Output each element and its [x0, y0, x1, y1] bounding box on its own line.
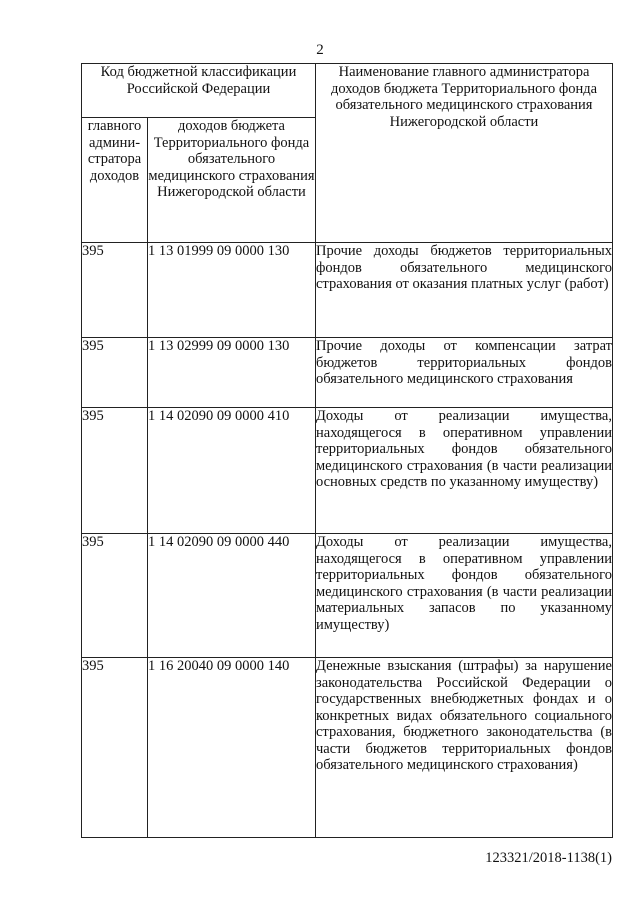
header-administrator-name: Наименование главного администратора доходов бюджета Территориального фонда обязательного медицинского страхования Нижегородской области — [316, 64, 613, 243]
header-revenue-code: доходов бюджета Территориального фонда обязательного медицинского страхования Нижегородской области — [148, 118, 316, 243]
cell-revenue-name: Прочие доходы от компенсации затрат бюджетов территориальных фондов обязательного медицинского страхования — [316, 338, 613, 408]
header-row-group — [82, 64, 613, 118]
cell-revenue-name: Доходы от реализации имущества, находящегося в оперативном управлении территориальных фондов обязательного медицинского страхования (в части реализации основных средств по указанному имуществу) — [316, 408, 613, 534]
cell-revenue-code: 1 16 20040 09 0000 140 — [148, 658, 316, 838]
cell-revenue-code: 1 13 02999 09 0000 130 — [148, 338, 316, 408]
table-row — [82, 534, 613, 658]
cell-admin-code: 395 — [82, 338, 148, 408]
cell-revenue-name: Прочие доходы бюджетов территориальных фондов обязательного медицинского страхования от оказания платных услуг (работ) — [316, 243, 613, 338]
budget-classification-table — [81, 63, 613, 838]
cell-revenue-code: 1 14 02090 09 0000 440 — [148, 534, 316, 658]
table-row — [82, 408, 613, 534]
page-number: 2 — [316, 42, 324, 58]
header-main-administrator: главного админи-стратора доходов — [82, 118, 148, 243]
table-row — [82, 338, 613, 408]
cell-revenue-code: 1 14 02090 09 0000 410 — [148, 408, 316, 534]
cell-revenue-name: Денежные взыскания (штрафы) за нарушение законодательства Российской Федерации о государственных внебюджетных фондах и о конкретных видах обязательного социального страхования, бюджетного законодательства (в части бюджетов территориальных фондов обязательного медицинского страхования) — [316, 658, 613, 838]
table-row — [82, 243, 613, 338]
cell-admin-code: 395 — [82, 658, 148, 838]
header-classification-code: Код бюджетной классификации Российской Федерации — [82, 64, 316, 118]
cell-admin-code: 395 — [82, 243, 148, 338]
table-row — [82, 658, 613, 838]
document-number: 123321/2018-1138(1) — [485, 850, 612, 866]
cell-admin-code: 395 — [82, 408, 148, 534]
cell-revenue-name: Доходы от реализации имущества, находящегося в оперативном управлении территориальных фондов обязательного медицинского страхования (в части реализации материальных запасов по указанному имуществу) — [316, 534, 613, 658]
cell-admin-code: 395 — [82, 534, 148, 658]
cell-revenue-code: 1 13 01999 09 0000 130 — [148, 243, 316, 338]
